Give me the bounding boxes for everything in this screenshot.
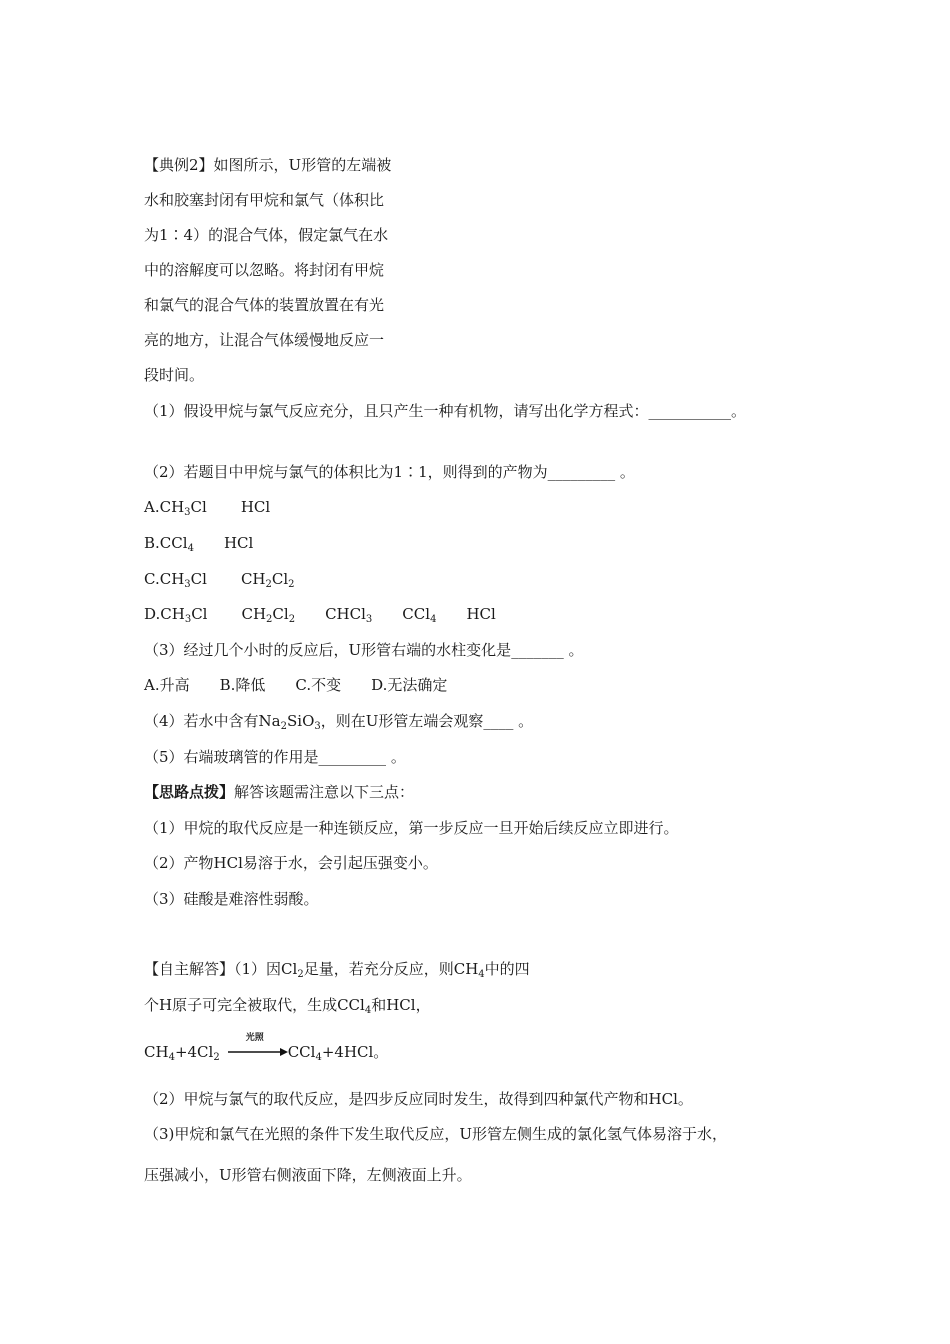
hint-point-3: （3）硅酸是难溶性弱酸。 bbox=[144, 890, 319, 908]
hint-point-2: （2）产物HCl易溶于水，会引起压强变小。 bbox=[144, 854, 438, 872]
q2-option-b: B.CCl$_4$ HCl bbox=[144, 534, 254, 554]
reaction-equation: $CH_4+4Cl_2$ 光照 CCl$_4$+4HCl。 bbox=[144, 1033, 389, 1063]
question-4: （4）若水中含有$Na_2SiO_3$，则在U形管左端会观察____ 。 bbox=[144, 712, 534, 732]
example-intro-line-6: 亮的地方，让混合气体缓慢地反应一 bbox=[144, 331, 385, 349]
example-intro-line-4: 中的溶解度可以忽略。将封闭有甲烷 bbox=[144, 261, 385, 279]
question-5: （5）右端玻璃管的作用是_________ 。 bbox=[144, 748, 406, 766]
question-2: （2）若题目中甲烷与氯气的体积比为1∶1，则得到的产物为_________ 。 bbox=[144, 463, 635, 481]
answer-line-1: 【自主解答】（1）因$Cl_2$足量，若充分反应，则$CH_4$中的四 bbox=[144, 960, 530, 980]
answer-para-3: （3)甲烷和氯气在光照的条件下发生取代反应，U形管左侧生成的氯化氢气体易溶于水， bbox=[144, 1125, 728, 1143]
example-intro-line-5: 和氯气的混合气体的装置放置在有光 bbox=[144, 296, 385, 314]
hint-heading: 【思路点拨】解答该题需注意以下三点： bbox=[144, 783, 415, 801]
q3-option-a: A.升高 bbox=[144, 676, 190, 694]
question-1: （1）假设甲烷与氯气反应充分，且只产生一种有机物，请写出化学方程式：___________。 bbox=[144, 402, 747, 420]
q2-option-a: $A.CH_3Cl$ HCl bbox=[144, 498, 271, 518]
question-3: （3）经过几个小时的反应后，U形管右端的水柱变化是_______ 。 bbox=[144, 641, 584, 659]
example-intro-line-3: 为1∶4）的混合气体，假定氯气在水 bbox=[144, 226, 389, 244]
q2-option-d: $D.CH_3Cl$ $CH_2Cl_2$ CHCl$_3$ CCl$_4$ HCl bbox=[144, 605, 496, 625]
example-title: 【典例2】 bbox=[144, 156, 214, 174]
reaction-arrow bbox=[228, 1033, 288, 1063]
answer-title: 【自主解答】 bbox=[144, 960, 235, 978]
example-intro-line-1: 【典例2】如图所示，U形管的左端被 bbox=[144, 156, 392, 174]
arrow-label: 光照 bbox=[245, 1033, 264, 1043]
hint-title: 【思路点拨】 bbox=[144, 783, 235, 801]
q2-option-c: $C.CH_3Cl$ $CH_2Cl_2$ bbox=[144, 570, 295, 590]
answer-para-4: 压强减小，U形管右侧液面下降，左侧液面上升。 bbox=[144, 1166, 472, 1184]
answer-para-2: （2）甲烷与氯气的取代反应，是四步反应同时发生，故得到四种氯代产物和HCl。 bbox=[144, 1090, 693, 1108]
hint-point-1: （1）甲烷的取代反应是一种连锁反应，第一步反应一旦开始后续反应立即进行。 bbox=[144, 819, 679, 837]
answer-line-2: 个H原子可完全被取代，生成CCl$_4$和HCl， bbox=[144, 996, 431, 1016]
example-intro-line-7: 段时间。 bbox=[144, 366, 205, 384]
q3-options bbox=[144, 675, 447, 695]
q3-option-b: B.降低 bbox=[219, 676, 266, 694]
example-intro-line-2: 水和胶塞封闭有甲烷和氯气（体积比 bbox=[144, 191, 385, 209]
q3-option-d: D.无法确定 bbox=[371, 676, 448, 694]
q3-option-c: C.不变 bbox=[295, 676, 342, 694]
